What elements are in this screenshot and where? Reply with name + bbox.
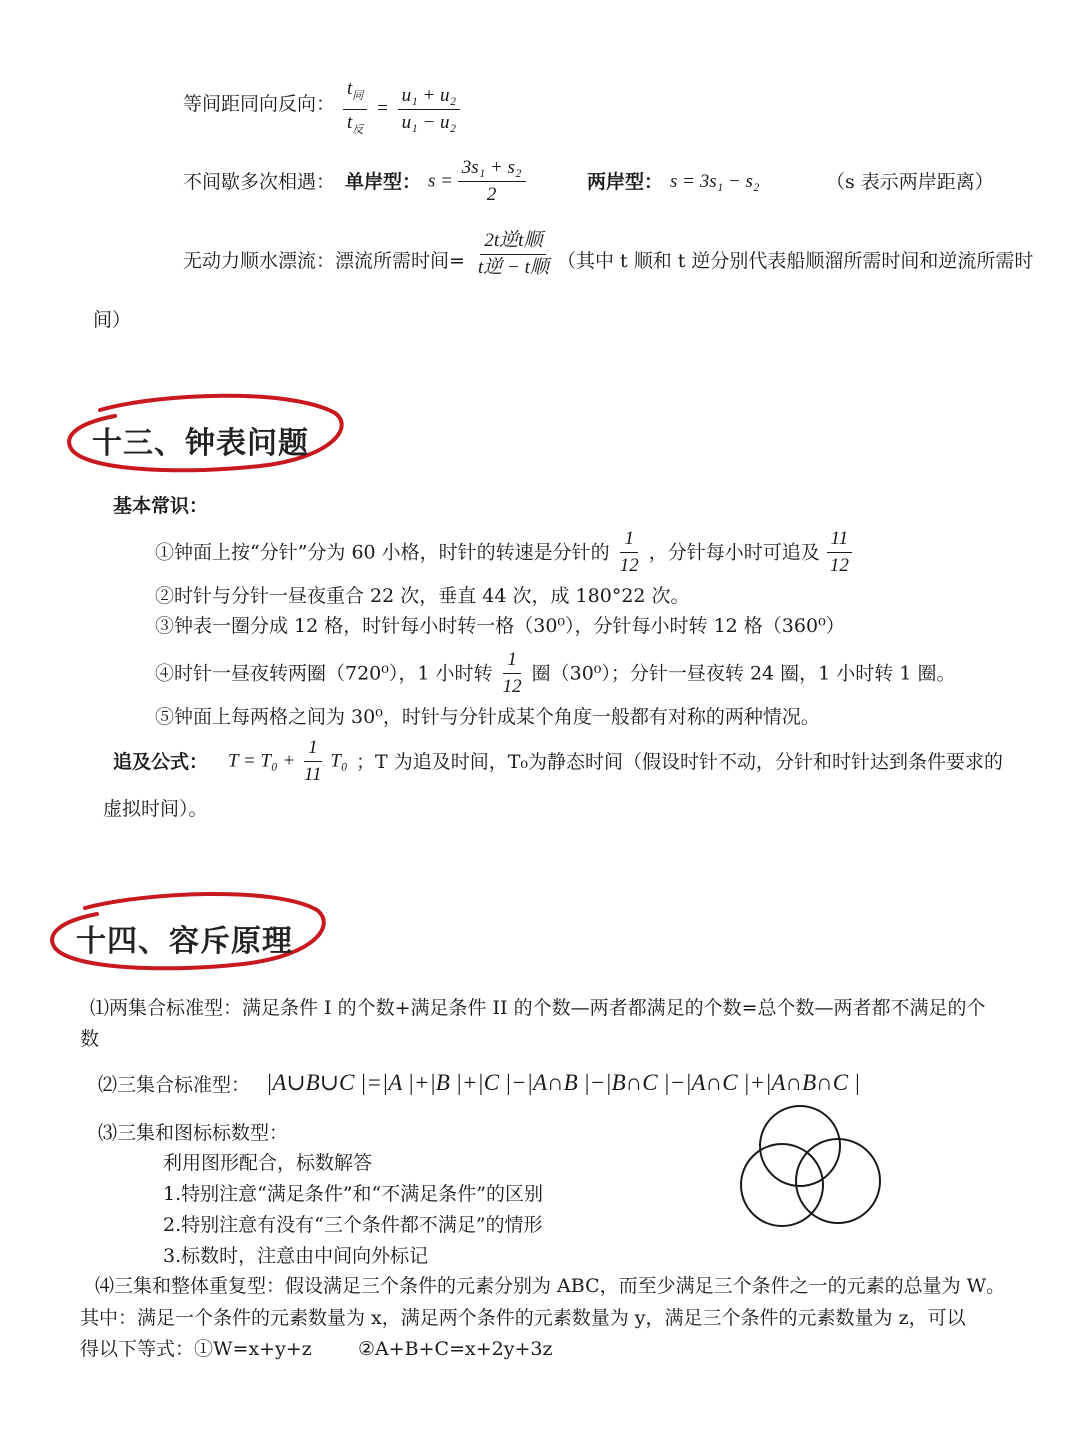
clock-item-4: ④时针一昼夜转两圈（720⁰），1 小时转 $\frac{1}{12}$ 圈（30⁰）；分针一昼夜转 24 圈，1 小时转 1 圈。: [155, 649, 956, 697]
double-bank-label: 两岸型：: [587, 171, 664, 193]
inclusion-item-1: ⑴两集合标准型：满足条件 I 的个数+满足条件 II 的个数—两者都满足的个数=总个数—两者都不满足的个: [90, 997, 986, 1019]
equal-interval-formula: $\frac{t_同}{t_反}$ = $\frac{\text{u₁ + u₂}}{\text{u₁ − u₂}}$: [343, 76, 460, 143]
chase-formula: T = T₀ + $\frac{1}{11}$ T₀: [228, 737, 348, 785]
inclusion-item-1-cont: 数: [80, 1028, 100, 1050]
clock-item-5: ⑤钟面上每两格之间为 30⁰，时针与分针成某个角度一般都有对称的两种情况。: [155, 706, 820, 728]
inclusion-item-3-line-3: 2.特别注意有没有“三个条件都不满足”的情形: [163, 1214, 543, 1236]
s-note: （s 表示两岸距离）: [826, 171, 994, 193]
inclusion-item-3-line-1: 利用图形配合，标数解答: [163, 1152, 373, 1174]
inclusion-item-2-label: ⑵三集合标准型：: [98, 1074, 251, 1096]
inclusion-item-4-line-1: ⑷三集和整体重复型：假设满足三个条件的元素分别为 ABC，而至少满足三个条件之一的元素的总量为 W。: [95, 1275, 1006, 1297]
single-bank-label: 单岸型：: [345, 171, 422, 193]
inclusion-item-3-line-2: 1.特别注意“满足条件”和“不满足条件”的区别: [163, 1183, 543, 1205]
inclusion-item-4-line-3b: ②A+B+C=x+2y+3z: [358, 1338, 553, 1360]
inclusion-item-4-line-2: 其中：满足一个条件的元素数量为 x，满足两个条件的元素数量为 y，满足三个条件的元素数量为 z，可以: [80, 1307, 966, 1329]
inclusion-item-3-label: ⑶三集和图标标数型：: [98, 1122, 289, 1144]
single-bank-formula: s = $\frac{\text{3s₁ + s₂}}{2}$: [428, 155, 526, 208]
venn-circle-right: [796, 1139, 880, 1223]
drift-note: （其中 t 顺和 t 逆分别代表船顺溜所需时间和逆流所需时: [557, 250, 1034, 272]
inclusion-item-4-line-3a: 得以下等式：①W=x+y+z: [80, 1338, 312, 1360]
double-bank-formula: s = 3s₁ − s₂: [670, 171, 760, 192]
multi-meet-label: 不间歇多次相遇：: [183, 171, 336, 193]
chase-formula-label: 追及公式：: [113, 751, 209, 773]
chase-description-cont: 虚拟时间）。: [103, 798, 208, 820]
drift-note-cont: 间）: [93, 309, 132, 331]
chase-description: ；T 为追及时间，T₀为静态时间（假设时针不动，分针和时针达到条件要求的: [356, 751, 1004, 773]
drift-formula: $\frac{\text{2t逆t顺}}{\text{t逆 − t顺}}$: [478, 230, 549, 278]
section14-title: 十四、容斥原理: [76, 924, 293, 959]
equal-interval-label: 等间距同向反向：: [183, 93, 336, 115]
three-set-formula: |A∪B∪C |=|A |+|B |+|C |−|A∩B |−|B∩C |−|A∩C |+|A∩B∩C |: [266, 1070, 861, 1095]
inclusion-item-3-line-4: 3.标数时，注意由中间向外标记: [163, 1245, 429, 1267]
venn-diagram: [735, 1102, 885, 1227]
section13-title: 十三、钟表问题: [92, 426, 309, 461]
clock-item-2: ②时针与分针一昼夜重合 22 次，垂直 44 次，成 180°22 次。: [155, 585, 690, 607]
drift-label: 无动力顺水漂流：漂流所需时间=: [183, 250, 465, 272]
basic-knowledge-label: 基本常识：: [113, 495, 209, 517]
clock-item-3: ③钟表一圈分成 12 格，时针每小时转一格（30⁰），分针每小时转 12 格（360⁰）: [155, 615, 845, 637]
clock-item-1: ①钟面上按“分针”分为 60 小格，时针的转速是分针的 $\frac{1}{12}$ ，分针每小时可追及 $\frac{11}{12}$: [155, 526, 853, 579]
